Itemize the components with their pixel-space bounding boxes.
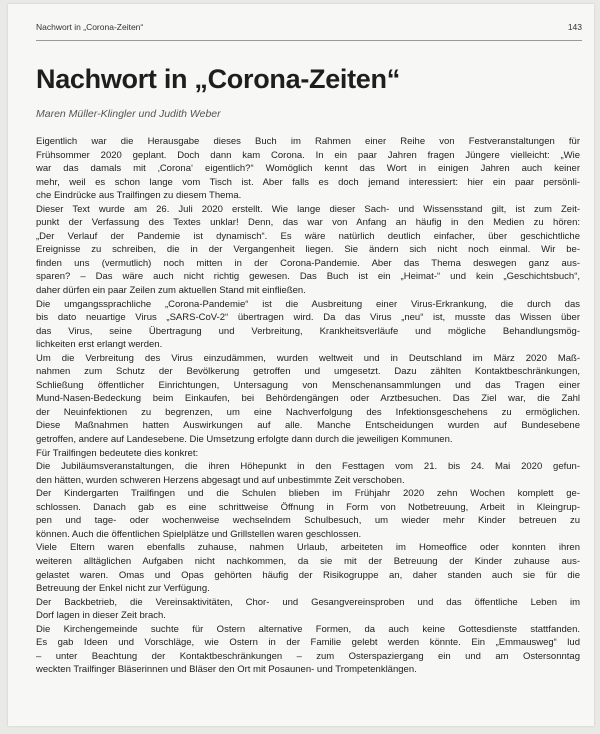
text-line: Eigentlich war die Herausgabe dieses Buch im Rahmen einer Reihe von Festveranstaltungen für — [36, 136, 580, 147]
text-line: Dieser Text wurde am 26. Juli 2020 erstellt. Wie lange dieser Sach- und Wissensstand gilt, ist zum Zeit- — [36, 203, 580, 215]
text-line: weckten Trailfinger Bläserinnen und Bläser den Ort mit Posaunen- und Trompetenklängen. — [36, 664, 417, 676]
text-line: Betreuung der Enkel nicht zur Verfügung. — [36, 583, 210, 595]
text-line: finden uns (vermutlich) noch mitten in der Corona-Pandemie. Aber das Thema deswegen ganz aus- — [36, 257, 580, 269]
text-line: Viele Eltern waren ebenfalls zuhause, nahmen Urlaub, arbeiteten im Homeoffice oder konnten ihren — [36, 542, 580, 554]
text-line: Um die Verbreitung des Virus einzudämmen, wurden weltweit und in Deutschland im März 2020 Maß- — [36, 352, 580, 364]
text-line: gelastet waren. Omas und Opas gehörten häufig der Risikogruppe an, daher standen auch sie für die — [36, 569, 580, 581]
text-line: nahmen zum Schutz der Bevölkerung getroffen und umgesetzt. Dazu zählten Kontaktbeschränkungen, — [36, 366, 580, 378]
text-line: können. Auch die öffentlichen Spielplätze und Grillstellen waren geschlossen. — [36, 528, 362, 540]
text-line: Die Kirchengemeinde suchte für Ostern alternative Formen, da auch keine Gottesdienste stattfanden. — [36, 623, 580, 635]
text-line: Frühsommer 2020 geplant. Doch dann kam Corona. In ein paar Jahren fragen Jüngere vielleicht: „Wie — [36, 149, 580, 161]
text-line: den hätten, wurden schweren Herzens abgesagt und auf unbestimmte Zeit verschoben. — [36, 474, 405, 486]
text-line: Die umgangssprachliche „Corona-Pandemie“ ist die Ausbreitung einer Virus-Erkrankung, die durch das — [36, 298, 580, 310]
chapter-title: Nachwort in „Corona-Zeiten“ — [36, 64, 400, 94]
text-line: punkt der Verfassung des Textes unklar! Denn, das war von Anfang an häufig in den Medien zu hören: — [36, 217, 580, 229]
text-line: Der Backbetrieb, die Vereinsaktivitäten, Chor- und Gesangvereinsproben und das öffentliche Leben im — [36, 596, 580, 608]
text-line: Ereignisse zu schreiben, die in der Vergangenheit liegen. Sie ändern sich nicht noch einmal. Wir be- — [36, 244, 580, 256]
authors-line: Maren Müller-Klingler und Judith Weber — [36, 108, 221, 120]
text-line: schlossen. Danach gab es eine schrittweise Öffnung in Form von Notbetreuung, Arbeit in Kleingrup- — [36, 501, 580, 513]
body-text — [36, 135, 580, 677]
text-line: bis dato neuartige Virus „SARS-CoV-2“ übertragen wird. Da das Virus „neu“ ist, musste das Wissen über — [36, 312, 580, 324]
text-line: Die Jubiläumsveranstaltungen, die ihren Höhepunkt in den Festtagen vom 21. bis 24. Mai 2020 gefun- — [36, 461, 580, 473]
text-line: „Der Verlauf der Pandemie ist dynamisch“. Es wäre natürlich deutlich einfacher, über geschichtliche — [36, 230, 580, 242]
book-page — [8, 4, 594, 726]
text-line: pen und tage- oder wochenweise wechselndem Schulbesuch, um wieder mehr Kinder betreuen zu — [36, 515, 580, 527]
text-line: Der Kindergarten Trailfingen und die Schulen blieben im Frühjahr 2020 zehn Wochen komplett ge- — [36, 488, 580, 500]
running-head: Nachwort in „Corona-Zeiten“ — [36, 22, 144, 32]
text-line: das Virus, seine Übertragung und Verbreitung, Krankheitsverläufe und mögliche Behandlungsmög- — [36, 325, 580, 337]
text-line: Mund-Nasen-Bedeckung beim Einkaufen, bei Behördengängen oder Arztbesuchen. Das Ziel war, die Zahl — [36, 393, 580, 405]
page-number: 143 — [567, 22, 582, 32]
text-line: Es gab Ideen und Vorschläge, wie Ostern in der Familie gelebt werden könnte. Ein „Emmausweg“ lud — [36, 637, 580, 649]
text-line: lichkeiten erst erlangt werden. — [36, 339, 163, 351]
text-line: mehr, weil es schon lange vom Tisch ist. Aber falls es doch jemand interessiert: hier ein paar persönli- — [36, 176, 580, 188]
text-line: der Neuinfektionen zu begrenzen, um eine Nachverfolgung des Infektionsgeschehens zu ermöglichen. — [36, 406, 580, 418]
text-line: Diese Maßnahmen hatten Auswirkungen auf alle. Manche Entscheidungen wurden auf Bundesebene — [36, 420, 580, 432]
text-line: che Eindrücke aus Trailfingen zu diesem Thema. — [36, 190, 242, 202]
text-line: Schließung öffentlicher Einrichtungen, Untersagung von Menschenansammlungen und das Tragen einer — [36, 379, 580, 391]
text-line: getroffen, andere auf Landesebene. Die Umsetzung erfolgte dann durch die jeweiligen Kommunen. — [36, 434, 453, 446]
text-line: Für Trailfingen bedeutete dies konkret: — [36, 447, 199, 459]
header-rule — [36, 40, 582, 41]
text-line: Dorf lagen in dieser Zeit brach. — [36, 610, 166, 622]
text-line: weiteren alltäglichen Aufgaben nicht nachkommen, da sie mit der Betreuung der Kinder zuhause aus- — [36, 555, 580, 567]
text-line: sparen? – Das wäre auch nicht richtig gewesen. Das Buch ist ein „Heimat-“ und kein „Geschichtsbuch“, — [36, 271, 580, 283]
text-line: daher dürfen ein paar Zeilen zum aktuellen Stand mit einfließen. — [36, 285, 306, 297]
text-line: – unter Beachtung der Kontaktbeschränkungen – zum Osterspaziergang ein und am Ostersonntag — [36, 650, 580, 662]
text-line: war das damals mit ‚Corona‘ eigentlich?“ Womöglich kennt das Wort in einigen Jahren auch keiner — [36, 163, 580, 175]
